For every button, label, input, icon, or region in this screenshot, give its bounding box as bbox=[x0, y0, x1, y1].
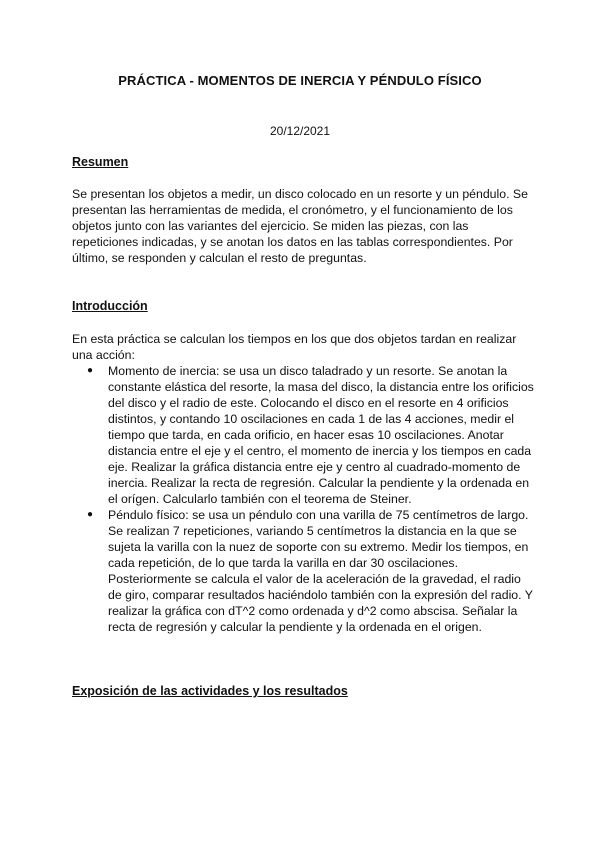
introduccion-paragraph: En esta práctica se calculan los tiempos en los que dos objetos tardan en realizar una acción: bbox=[72, 332, 517, 362]
list-item-text: Momento de inercia: se usa un disco taladrado y un resorte. Se anotan la constante elástica del resorte, la masa del disco, la distancia entre los orificios del disco y el radio de este. Colocando el disco en el resorte en 4 orificios distintos, y contando 10 oscilaciones en cada 1 de las 4 acciones, medir el tiempo que tarda, en cada orificio, en hacer esas 10 oscilaciones. Anotar distancia entre el eje y el centro, el momento de inercia y los tiempos en cada eje. Realizar la gráfica distancia entre eje y centro al cuadrado-momento de inercia. Realizar la recta de regresión. Calcular la pendiente y la ordenada en el orígen. Calcularlo también con el teorema de Steiner. bbox=[108, 364, 534, 506]
resumen-heading: Resumen bbox=[72, 155, 129, 169]
bullet-icon: ● bbox=[87, 509, 94, 520]
document-date: 20/12/2021 bbox=[269, 124, 331, 138]
activities-list bbox=[72, 363, 534, 635]
introduccion-heading: Introducción bbox=[72, 299, 148, 313]
document-title: PRÁCTICA - MOMENTOS DE INERCIA Y PÉNDULO FÍSICO bbox=[118, 73, 482, 88]
list-item bbox=[72, 363, 534, 507]
list-item-text: Péndulo físico: se usa un péndulo con una varilla de 75 centímetros de largo. Se realizan 7 repeticiones, variando 5 centímetros la distancia en la que se sujeta la varilla con la nuez de soporte con su extremo. Medir los tiempos, en cada repetición, de lo que tarda la varilla en dar 30 oscilaciones. Posteriormente se calcula el valor de la aceleración de la gravedad, el radio de giro, comparar resultados haciéndolo también con la expresión del radio. Y realizar la gráfica con dT^2 como ordenada y d^2 como abscisa. Señalar la recta de regresión y calcular la pendiente y la ordenada en el origen. bbox=[108, 508, 533, 634]
exposicion-heading: Exposición de las actividades y los resultados bbox=[72, 684, 348, 698]
resumen-paragraph: Se presentan los objetos a medir, un disco colocado en un resorte y un péndulo. Se presentan las herramientas de medida, el cronómetro, y el funcionamiento de los objetos junto con las variantes del ejercicio. Se miden las piezas, con las repeticiones indicadas, y se anotan los datos en las tablas correspondientes. Por último, se responden y calculan el resto de preguntas. bbox=[72, 187, 528, 265]
list-item bbox=[72, 507, 534, 635]
bullet-icon: ● bbox=[87, 365, 94, 376]
